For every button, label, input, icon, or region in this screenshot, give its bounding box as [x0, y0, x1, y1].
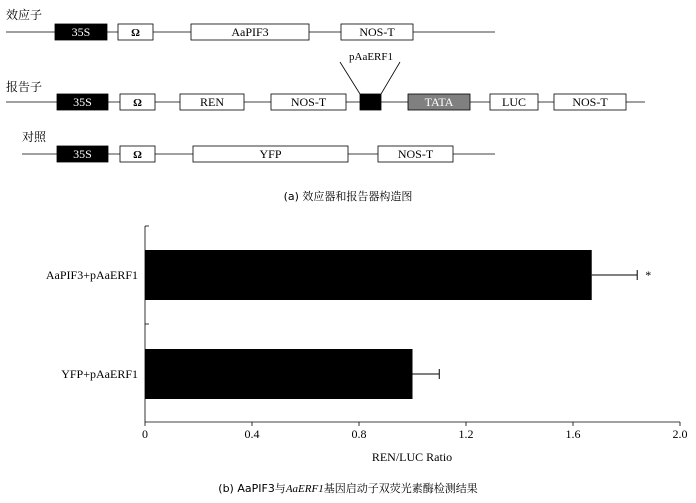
reporter-box-label-0: 35S	[73, 95, 92, 109]
x-tick-label-0: 0	[142, 427, 148, 441]
caption-b-suffix: 基因启动子双荧光素酶检测结果	[323, 482, 478, 495]
reporter-box-label-7: NOS-T	[572, 95, 608, 109]
effector-box-label-0: 35S	[71, 25, 91, 39]
caption-b	[0, 480, 696, 496]
bar-chart	[46, 226, 688, 464]
caption-b-prefix: (b) AaPIF3与	[218, 482, 286, 495]
control-box-label-0: 35S	[73, 147, 92, 161]
promoter-callout-left	[340, 62, 360, 94]
construct-diagram	[6, 7, 645, 203]
control-box-label-1: Ω	[133, 149, 142, 161]
promoter-label: pAaERF1	[349, 51, 393, 63]
bar-1	[145, 349, 413, 399]
x-tick-label-3: 1.2	[458, 427, 474, 441]
reporter-box-label-5: TATA	[424, 95, 454, 109]
x-tick-label-1: 0.4	[244, 427, 260, 441]
effector-label: 效应子	[6, 8, 43, 22]
reporter-box-4	[360, 94, 381, 110]
category-label-0: AaPIF3+pAaERF1	[45, 268, 138, 282]
reporter-label: 报告子	[6, 80, 43, 94]
category-label-1: YFP+pAaERF1	[61, 367, 138, 381]
reporter-box-label-1: Ω	[133, 97, 142, 109]
effector-box-label-1: Ω	[131, 27, 140, 39]
effector-box-label-3: NOS-T	[359, 25, 395, 39]
reporter-box-label-2: REN	[200, 95, 224, 109]
caption-a: (a) 效应器和报告器构造图	[283, 190, 413, 203]
x-tick-label-2: 0.8	[351, 427, 367, 441]
significance-label-0: *	[645, 268, 652, 282]
reporter-box-label-6: LUC	[502, 95, 526, 109]
control-label: 对照	[22, 130, 47, 144]
reporter-box-label-3: NOS-T	[290, 95, 327, 109]
caption-b-gene: AaERF1	[285, 483, 324, 495]
x-axis-label: REN/LUC Ratio	[371, 450, 453, 464]
effector-box-label-2: AaPIF3	[231, 25, 269, 39]
control-box-label-2: YFP	[259, 147, 282, 161]
x-tick-label-5: 2.0	[672, 427, 688, 441]
bar-0	[145, 250, 592, 300]
x-tick-label-4: 1.6	[565, 427, 581, 441]
control-box-label-3: NOS-T	[397, 147, 434, 161]
promoter-callout-right	[381, 62, 400, 94]
